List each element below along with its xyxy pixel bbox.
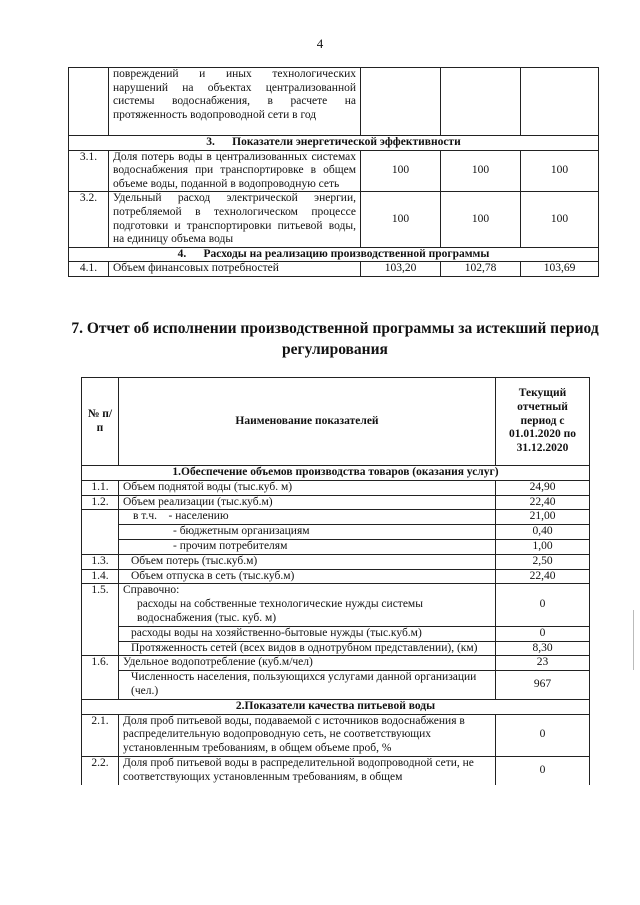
value-cell: 8,30: [496, 641, 590, 656]
section-title: Показатели энергетической эффективности: [232, 136, 461, 148]
value-cell: 967: [496, 671, 590, 700]
value-cell: 103,20: [361, 262, 441, 277]
reference-label: Справочно:: [123, 584, 180, 597]
section-number: 3.: [206, 136, 215, 148]
section-header-row: [82, 699, 590, 714]
indicator-name: Численность населения, пользующихся услугами данной организации (чел.): [119, 671, 496, 700]
table-row: [82, 641, 590, 656]
value-cell: 21,00: [496, 510, 590, 525]
indicator-name: расходы воды на хозяйственно-бытовые нужды (тыс.куб.м): [119, 626, 496, 641]
row-number: 1.6.: [82, 656, 119, 671]
indicator-name: в т.ч. - населению: [119, 510, 496, 525]
value-cell: 100: [361, 150, 441, 192]
indicators-table: [68, 67, 599, 277]
row-number: 4.1.: [69, 262, 109, 277]
table-row: [82, 756, 590, 784]
table-row: [82, 714, 590, 756]
row-number: 2.2.: [82, 756, 119, 784]
row-number: [82, 671, 119, 700]
indicator-description: Объем финансовых потребностей: [109, 262, 361, 277]
table-row: [82, 480, 590, 495]
section-header-row: [69, 247, 599, 262]
section-header: 1.Обеспечение объемов производства товаров (оказания услуг): [82, 466, 590, 481]
program-report-table: [81, 377, 590, 785]
section-number: 4.: [177, 247, 187, 260]
row-number: 1.4.: [82, 569, 119, 584]
section-7-title: 7. Отчет об исполнении производственной программы за истекший период регулирования: [71, 320, 599, 358]
indicator-name: Объем отпуска в сеть (тыс.куб.м): [119, 569, 496, 584]
table-row: [82, 584, 590, 626]
value-cell: 0: [496, 756, 590, 784]
table-row: [82, 525, 590, 540]
value-cell: 0,40: [496, 525, 590, 540]
table-row: [69, 68, 599, 136]
row-number: 1.2.: [82, 495, 119, 510]
margin-mark: [633, 610, 634, 670]
indicator-name: Доля проб питьевой воды в распределительной водопроводной сети, не соответствующих установленным требованиям, в общем: [119, 756, 496, 784]
table-row: [82, 671, 590, 700]
value-cell: 22,40: [496, 495, 590, 510]
value-cell: 24,90: [496, 480, 590, 495]
section-header: 2.Показатели качества питьевой воды: [82, 699, 590, 714]
value-cell: 22,40: [496, 569, 590, 584]
value-cell: [361, 68, 441, 136]
section-header: [69, 136, 599, 151]
table-row: [69, 192, 599, 247]
row-number: 2.1.: [82, 714, 119, 756]
table-row: [82, 554, 590, 569]
value-cell: 100: [521, 150, 599, 192]
value-cell: 102,78: [441, 262, 521, 277]
section-header-row: [82, 466, 590, 481]
value-cell: [521, 68, 599, 136]
indicator-description: Доля потерь воды в централизованных системах водоснабжения при транспортировке в общем объеме воды, поданной в водопроводную сеть: [109, 150, 361, 192]
column-header-period: Текущий отчетный период с 01.01.2020 по 31.12.2020: [496, 378, 590, 466]
value-cell: 100: [441, 192, 521, 247]
value-cell: 100: [441, 150, 521, 192]
row-number: [82, 626, 119, 641]
value-cell: 1,00: [496, 539, 590, 554]
indicator-name: [119, 584, 496, 626]
row-number: [82, 525, 119, 540]
indicator-name: Объем потерь (тыс.куб.м): [119, 554, 496, 569]
column-header-name: Наименование показателей: [119, 378, 496, 466]
value-cell: 0: [496, 714, 590, 756]
value-cell: 100: [521, 192, 599, 247]
reference-text: расходы на собственные технологические нужды системы водоснабжения (тыс. куб. м): [137, 598, 423, 624]
indicator-name: - прочим потребителям: [119, 539, 496, 554]
indicator-name: Протяженность сетей (всех видов в однотрубном представлении), (км): [119, 641, 496, 656]
table-row: [82, 510, 590, 525]
indicator-name: - бюджетным организациям: [119, 525, 496, 540]
indicator-name: Объем поднятой воды (тыс.куб. м): [119, 480, 496, 495]
row-number: 1.3.: [82, 554, 119, 569]
value-cell: 0: [496, 626, 590, 641]
page-number: 4: [316, 36, 324, 51]
table-row: [82, 539, 590, 554]
value-cell: 103,69: [521, 262, 599, 277]
indicator-description: Удельный расход электрической энергии, потребляемой в технологическом процессе подготовки и транспортировки питьевой воды, на единицу объема воды: [109, 192, 361, 247]
value-cell: [441, 68, 521, 136]
table-row: [69, 262, 599, 277]
table-row: [82, 569, 590, 584]
value-cell: 23: [496, 656, 590, 671]
section-title: Расходы на реализацию производственной программы: [203, 247, 490, 260]
row-number: [69, 68, 109, 136]
table-row: [82, 626, 590, 641]
table-row: [69, 150, 599, 192]
section-header: [69, 247, 599, 262]
table-row: [82, 656, 590, 671]
column-header-number: № п/п: [82, 378, 119, 466]
indicator-name: Удельное водопотребление (куб.м/чел): [119, 656, 496, 671]
row-number: 1.5.: [82, 584, 119, 626]
row-number: [82, 641, 119, 656]
value-cell: 0: [496, 584, 590, 626]
row-number: [82, 510, 119, 525]
table-row: [82, 495, 590, 510]
indicator-name: Объем реализации (тыс.куб.м): [119, 495, 496, 510]
value-cell: 100: [361, 192, 441, 247]
value-cell: 2,50: [496, 554, 590, 569]
table-header-row: [82, 378, 590, 466]
section-header-row: [69, 136, 599, 151]
indicator-description: повреждений и иных технологических нарушений на объектах централизованной системы водоснабжения, в расчете на протяженность водопроводной сети в год: [109, 68, 361, 136]
row-number: 3.1.: [69, 150, 109, 192]
row-number: [82, 539, 119, 554]
row-number: 1.1.: [82, 480, 119, 495]
row-number: 3.2.: [69, 192, 109, 247]
indicator-name: Доля проб питьевой воды, подаваемой с источников водоснабжения в распределительную водопроводную сеть, не соответствующих установленным требованиям, в общем объеме проб, %: [119, 714, 496, 756]
